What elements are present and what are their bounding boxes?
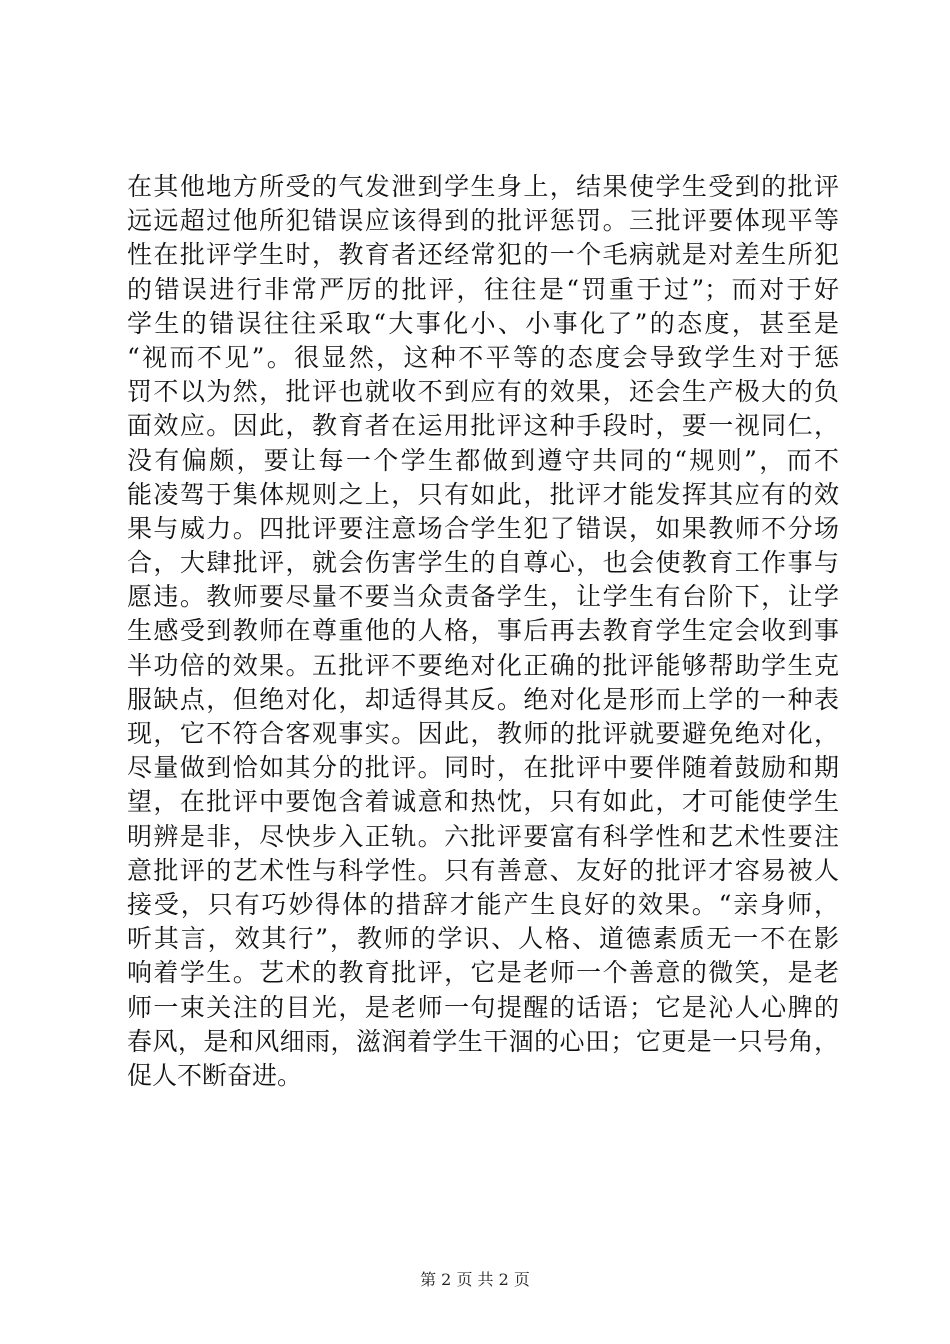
text-line: 现，它不符合客观事实。因此，教师的批评就要避免绝对化，	[127, 719, 839, 748]
text-line: 学生的错误往往采取“大事化小、小事化了”的态度，甚至是	[127, 308, 839, 338]
text-line: 远远超过他所犯错误应该得到的批评惩罚。三批评要体现平等	[127, 206, 839, 236]
text-line: 望，在批评中要饱含着诚意和热忱，只有如此，才可能使学生	[127, 787, 839, 817]
text-line: 尽量做到恰如其分的批评。同时，在批评中要伴随着鼓励和期	[127, 753, 839, 783]
text-line: 生感受到教师在尊重他的人格，事后再去教育学生定会收到事	[127, 616, 839, 646]
body-text	[127, 170, 839, 1093]
text-line: 意批评的艺术性与科学性。只有善意、友好的批评才容易被人	[127, 855, 839, 885]
text-line: 服缺点，但绝对化，却适得其反。绝对化是形而上学的一种表	[127, 684, 839, 714]
text-line: 响着学生。艺术的教育批评，它是老师一个善意的微笑，是老	[127, 958, 839, 988]
text-line: 在其他地方所受的气发泄到学生身上，结果使学生受到的批评	[127, 172, 839, 201]
text-line: 春风，是和风细雨，滋润着学生干涸的心田；它更是一只号角，	[127, 1026, 839, 1056]
text-line: 促人不断奋进。	[127, 1060, 303, 1090]
text-line: 合，大肆批评，就会伤害学生的自尊心，也会使教育工作事与	[127, 548, 839, 578]
text-line: 听其言，效其行”，教师的学识、人格、道德素质无一不在影	[127, 924, 839, 954]
text-line: 能凌驾于集体规则之上，只有如此，批评才能发挥其应有的效	[127, 479, 839, 509]
text-line: 师一束关注的目光，是老师一句提醒的话语；它是沁人心脾的	[127, 992, 839, 1022]
text-line: 罚不以为然，批评也就收不到应有的效果，还会生产极大的负	[127, 377, 839, 407]
text-line: 性在批评学生时，教育者还经常犯的一个毛病就是对差生所犯	[127, 240, 839, 270]
text-line: 果与威力。四批评要注意场合学生犯了错误，如果教师不分场	[127, 513, 839, 543]
text-line: 明辨是非，尽快步入正轨。六批评要富有科学性和艺术性要注	[127, 821, 839, 851]
text-line: 愿违。教师要尽量不要当众责备学生，让学生有台阶下，让学	[127, 582, 839, 612]
text-line: 接受，只有巧妙得体的措辞才能产生良好的效果。“亲身师，	[127, 889, 839, 919]
text-line: 面效应。因此，教育者在运用批评这种手段时，要一视同仁，	[127, 411, 839, 441]
text-line: 的错误进行非常严厉的批评，往往是“罚重于过”；而对于好	[127, 274, 839, 304]
text-line: 没有偏颇，要让每一个学生都做到遵守共同的“规则”，而不	[127, 445, 839, 475]
text-line: 半功倍的效果。五批评不要绝对化正确的批评能够帮助学生克	[127, 650, 839, 680]
page-number-footer: 第 2 页 共 2 页	[420, 1270, 530, 1289]
text-line: “视而不见”。很显然，这种不平等的态度会导致学生对于惩	[127, 342, 839, 372]
